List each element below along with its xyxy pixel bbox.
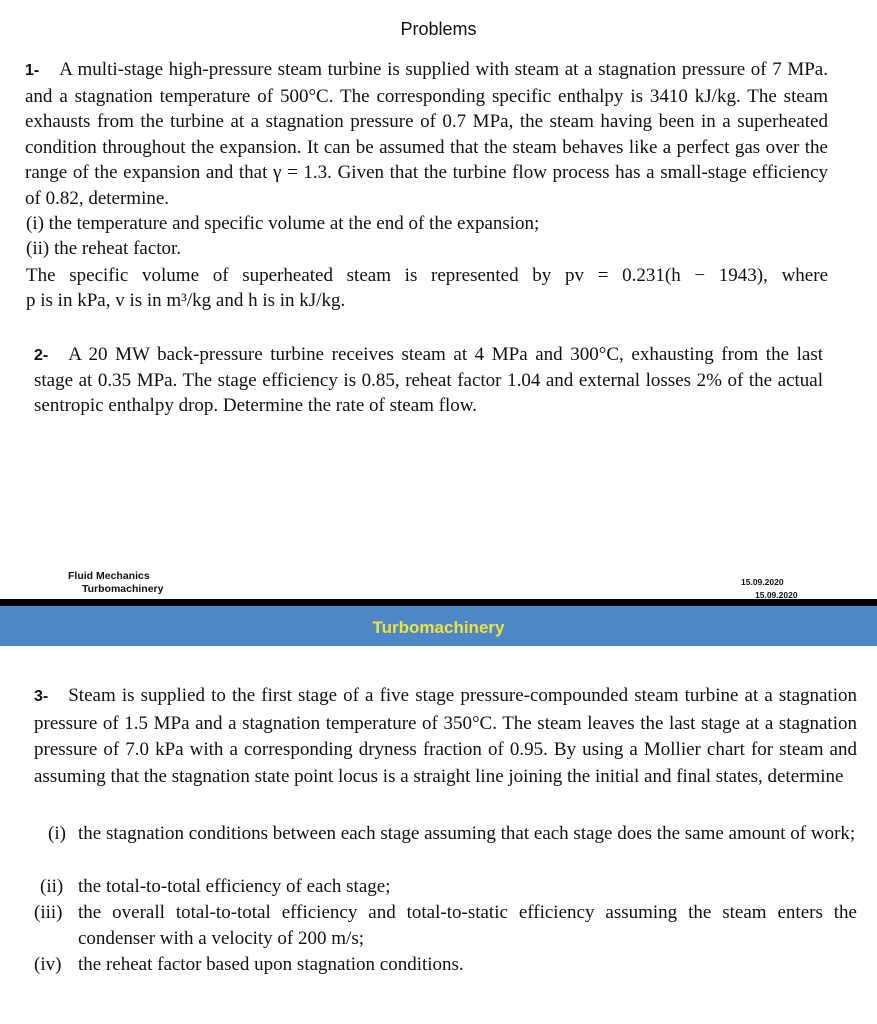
problem-3-item-i	[48, 821, 857, 847]
footer-course	[68, 570, 164, 596]
footer-date-line-1: 15.09.2020	[741, 577, 784, 587]
item-text: the reheat factor based upon stagnation conditions.	[78, 954, 464, 975]
problem-1-text: A multi-stage high-pressure steam turbine is supplied with steam at a stagnation pressure of 7 MPa. and a stagnation temperature of 500°C. The corresponding specific enthalpy is 3410 kJ/kg. The steam exhausts from the turbine at a stagnation pressure of 0.7 MPa, the steam having been in a superheated condition throughout the expansion. It can be assumed that the steam behaves like a perfect gas over the range of the expansion and that γ = 1.3. Given that the turbine flow process has a small-stage efficiency of 0.82, determine.	[25, 59, 828, 209]
problem-1-item-ii: (ii) the reheat factor.	[26, 238, 182, 259]
problem-2-number: 2-	[34, 347, 49, 364]
item-label: (i)	[48, 823, 66, 844]
slide-title: Problems	[400, 19, 477, 39]
item-text: the overall total-to-total efficiency and total-to-static efficiency assuming the steam enters the condenser with a velocity of 200 m/s;	[78, 902, 857, 949]
problem-1-number: 1-	[25, 62, 40, 79]
item-text: the total-to-total efficiency of each stage;	[78, 876, 391, 897]
problem-3-item-iv	[34, 952, 857, 977]
item-text: the stagnation conditions between each stage assuming that each stage does the same amount of work;	[78, 823, 856, 844]
footer-course-line-1: Fluid Mechanics	[68, 570, 150, 582]
item-label: (iv)	[34, 954, 62, 975]
problem-3-number: 3-	[34, 688, 49, 705]
problem-2-text: A 20 MW back-pressure turbine receives steam at 4 MPa and 300°C, exhausting from the last stage at 0.35 MPa. The stage efficiency is 0.85, reheat factor 1.04 and external losses 2% of the actual sentropic enthalpy drop. Determine the rate of steam flow.	[34, 344, 823, 416]
problem-1-note-line-1: The specific volume of superheated steam is represented by pv = 0.231(h − 1943), where	[26, 265, 828, 286]
problem-1	[25, 57, 828, 212]
problem-3	[34, 683, 857, 790]
problem-2	[34, 342, 823, 418]
problem-1-item-i: (i) the temperature and specific volume at the end of the expansion;	[26, 213, 540, 234]
item-label: (iii)	[34, 902, 63, 923]
footer-course-line-2: Turbomachinery	[82, 583, 164, 595]
slide-turbomachinery	[0, 606, 877, 1024]
problem-3-item-ii	[40, 874, 857, 899]
problem-3-item-iii	[34, 900, 857, 952]
item-label: (ii)	[40, 876, 64, 897]
banner-title: Turbomachinery	[0, 606, 877, 646]
problem-1-note-line-2: p is in kPa, v is in m³/kg and h is in kJ/kg.	[26, 290, 346, 311]
problem-3-text: Steam is supplied to the first stage of a five stage pressure-compounded steam turbine at a stagnation pressure of 1.5 MPa and a stagnation temperature of 350°C. The steam leaves the last stage at a stagnation pressure of 7.0 kPa with a corresponding dryness fraction of 0.95. By using a Mollier chart for steam and assuming that the stagnation state point locus is a straight line joining the initial and final states, determine	[34, 685, 857, 787]
footer-date	[741, 576, 798, 599]
footer-date-line-2: 15.09.2020	[755, 590, 798, 599]
